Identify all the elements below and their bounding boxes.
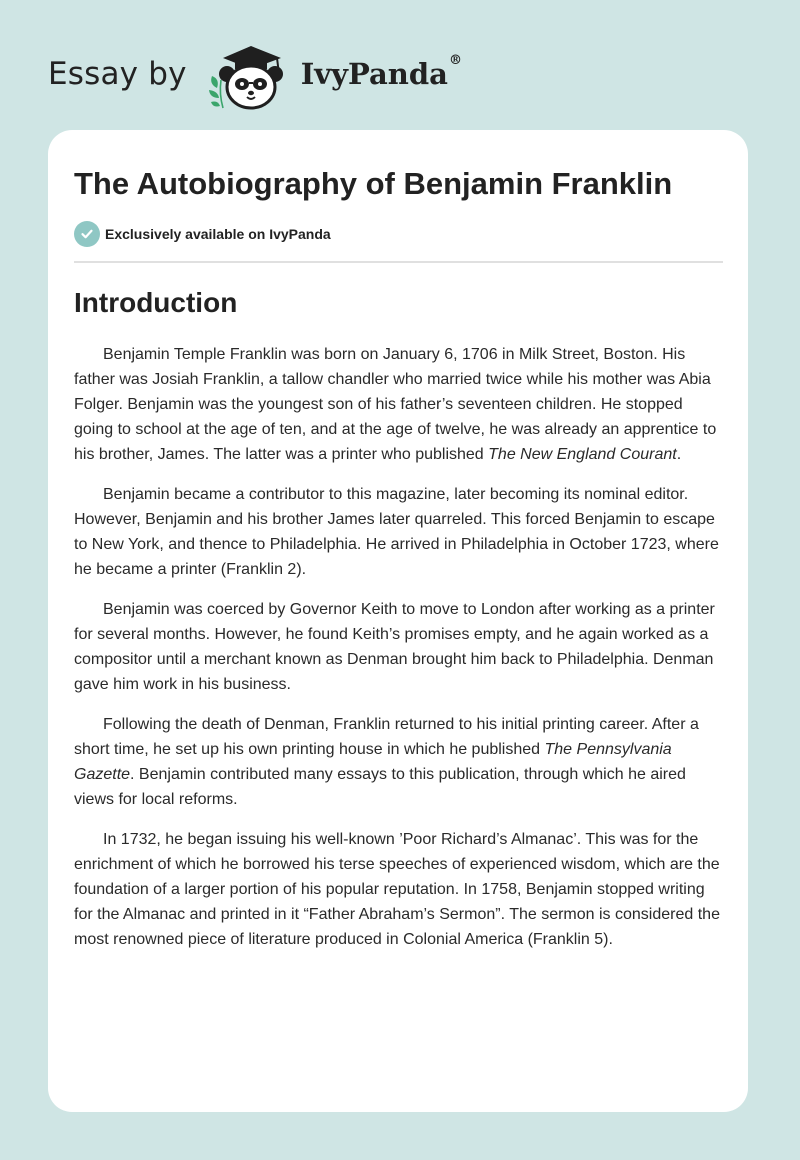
paragraph-text: In 1732, he began issuing his well-known ’Poor Richard’s Almanac’. This was for the enrichment of which he borrowed his terse speeches of experienced wisdom, which are the foundation of a larger portion of his popular reputation. In 1758, Benjamin stopped writing for the Almanac and printed in it “Father Abraham’s Sermon”. The sermon is considered the most renowned piece of literature produced in Colonial America (Franklin 5). — [74, 831, 720, 948]
check-icon — [74, 221, 100, 247]
exclusive-badge-text: Exclusively available on IvyPanda — [105, 226, 331, 242]
publication-title: The Pennsylvania Gazette — [74, 741, 672, 783]
registered-mark: ® — [448, 52, 462, 68]
paragraph-text: . Benjamin contributed many essays to this publication, through which he aired views for local reforms. — [74, 766, 686, 808]
paragraph-text: Benjamin Temple Franklin was born on January 6, 1706 in Milk Street, Boston. His father was Josiah Franklin, a tallow chandler who married twice while his mother was Abia Folger. Benjamin was the youngest son of his father’s seventeen children. He stopped going to school at the age of ten, and at the age of twelve, he was already an apprentice to his brother, James. The latter was a printer who published — [74, 346, 717, 463]
brand-prefix: Essay by — [48, 55, 187, 92]
ivypanda-logo-icon — [203, 36, 299, 112]
brand-name — [300, 52, 462, 91]
brand-name-text: IvyPanda — [300, 56, 448, 91]
paragraph-text: Benjamin became a contributor to this magazine, later becoming its nominal editor. However, Benjamin and his brother James later quarreled. This forced Benjamin to escape to New York, and thence to Philadelphia. He arrived in Philadelphia in October 1723, where he became a printer (Franklin 2). — [74, 486, 719, 578]
essay-paragraph — [74, 597, 724, 697]
paragraph-text: Benjamin was coerced by Governor Keith to move to London after working as a printer for several months. However, he found Keith’s promises empty, and he again worked as a compositor until a merchant known as Denman brought him back to Philadelphia. Denman gave him work in his business. — [74, 601, 715, 693]
brand-header — [48, 36, 462, 112]
essay-card — [48, 130, 748, 1112]
essay-paragraph — [74, 712, 724, 812]
section-heading: Introduction — [74, 287, 238, 318]
essay-paragraph — [74, 342, 724, 467]
publication-title: The New England Courant — [488, 446, 677, 463]
paragraph-text: . — [676, 446, 682, 463]
essay-paragraph — [74, 482, 724, 582]
essay-paragraph — [74, 827, 724, 952]
paragraph-text: Following the death of Denman, Franklin returned to his initial printing career. After a short time, he set up his own printing house in which he published — [74, 716, 699, 758]
exclusive-badge — [74, 221, 331, 247]
essay-body — [74, 342, 724, 967]
title-divider — [74, 261, 723, 263]
essay-title: The Autobiography of Benjamin Franklin — [74, 166, 673, 201]
